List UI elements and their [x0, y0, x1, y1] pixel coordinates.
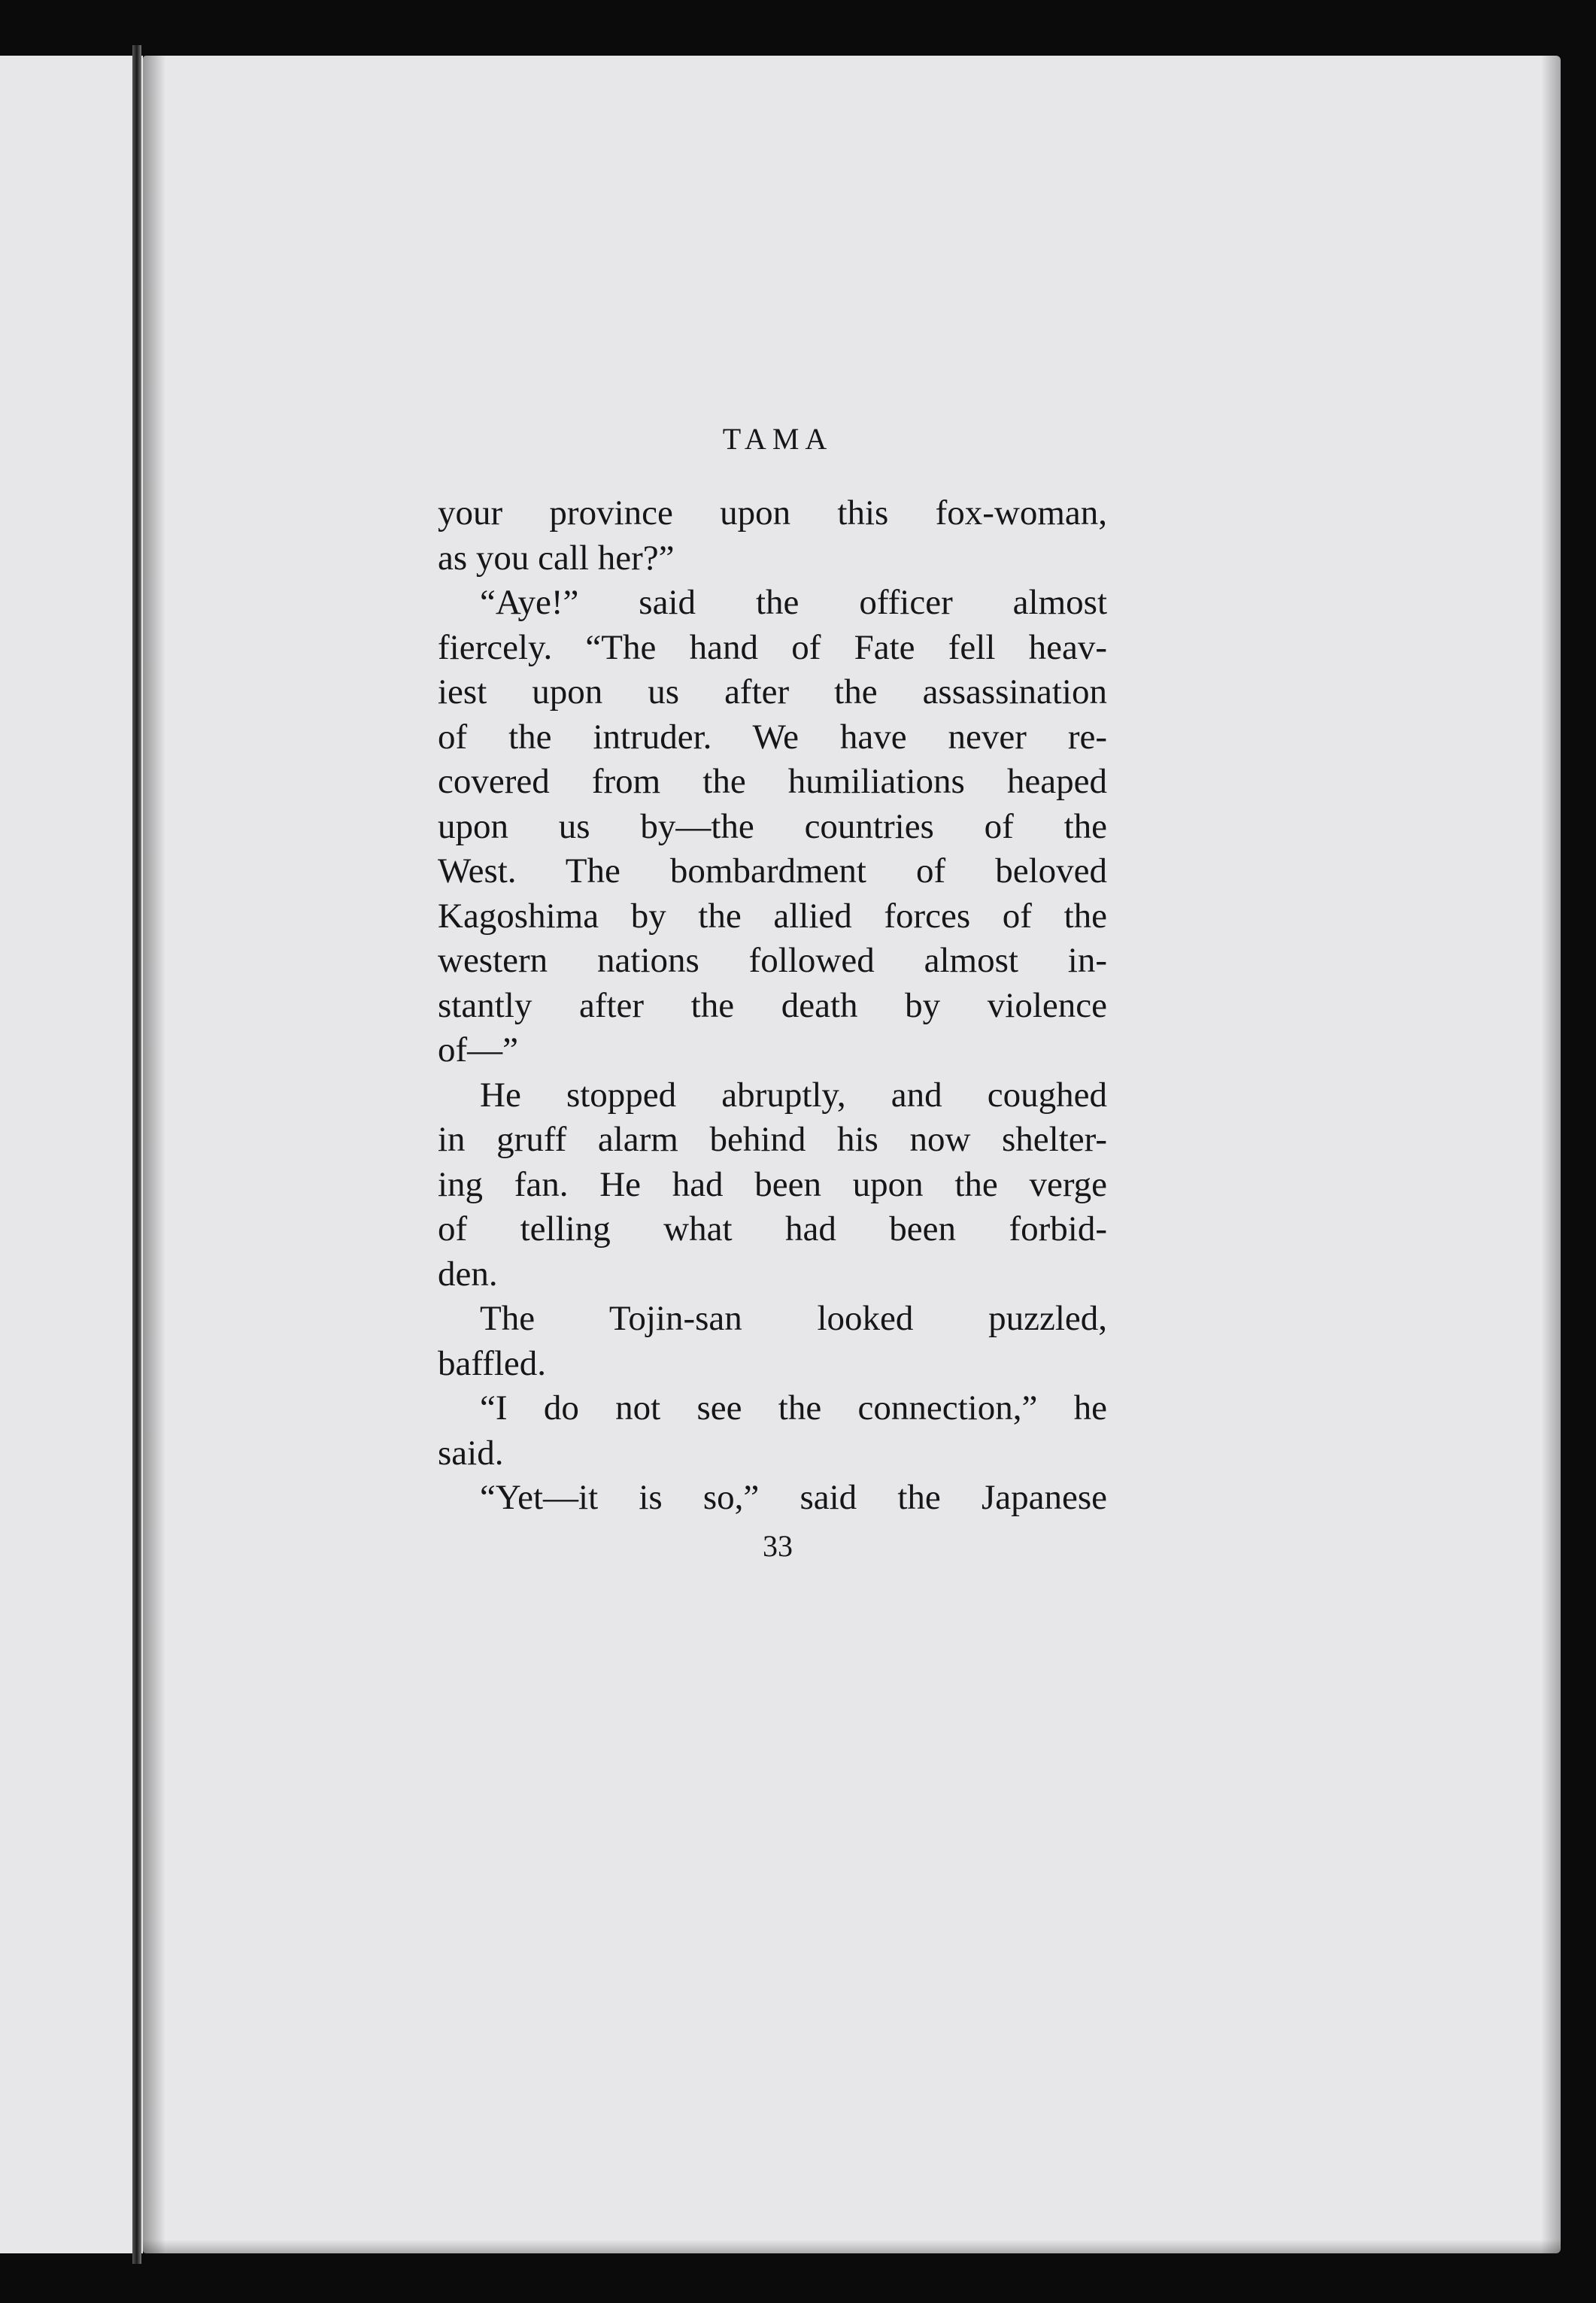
text-block — [438, 421, 1107, 1564]
text-line: western nations followed almost in- — [438, 941, 1107, 980]
text-line: He stopped abruptly, and coughed — [480, 1075, 1107, 1115]
text-line: West. The bombardment of beloved — [438, 851, 1107, 891]
text-line: your province upon this fox-woman, — [438, 493, 1107, 533]
text-line: iest upon us after the assassination — [438, 672, 1107, 712]
running-head: TAMA — [722, 422, 833, 456]
text-line: ing fan. He had been upon the verge — [438, 1164, 1107, 1204]
text-line: of the intruder. We have never re- — [438, 717, 1107, 757]
text-line: baffled. — [438, 1343, 546, 1383]
text-line: fiercely. “The hand of Fate fell heav- — [438, 627, 1107, 667]
text-line: in gruff alarm behind his now shelter- — [438, 1120, 1107, 1159]
body-text — [438, 491, 1107, 1521]
binding-edge — [132, 45, 141, 2264]
text-line: stantly after the death by violence — [438, 985, 1107, 1025]
page-gutter-shadow — [143, 56, 165, 2253]
text-line: of—” — [438, 1030, 519, 1070]
text-line: said. — [438, 1433, 504, 1473]
text-line: Kagoshima by the allied forces of the — [438, 896, 1107, 936]
text-line: of telling what had been forbid- — [438, 1209, 1107, 1249]
text-line: “I do not see the connection,” he — [480, 1388, 1107, 1428]
page-edge-shadow — [1541, 56, 1561, 2253]
text-line: upon us by—the countries of the — [438, 806, 1107, 846]
text-line: covered from the humiliations heaped — [438, 762, 1107, 801]
page-bottom-shadow — [143, 2240, 1561, 2253]
text-line: “Aye!” said the officer almost — [480, 583, 1107, 622]
text-line: den. — [438, 1254, 498, 1294]
text-line: The Tojin-san looked puzzled, — [480, 1299, 1107, 1338]
text-line: as you call her?” — [438, 538, 675, 578]
facing-page-strip — [0, 56, 143, 2253]
text-line: “Yet—it is so,” said the Japanese — [480, 1478, 1107, 1517]
page-number: 33 — [763, 1528, 793, 1563]
